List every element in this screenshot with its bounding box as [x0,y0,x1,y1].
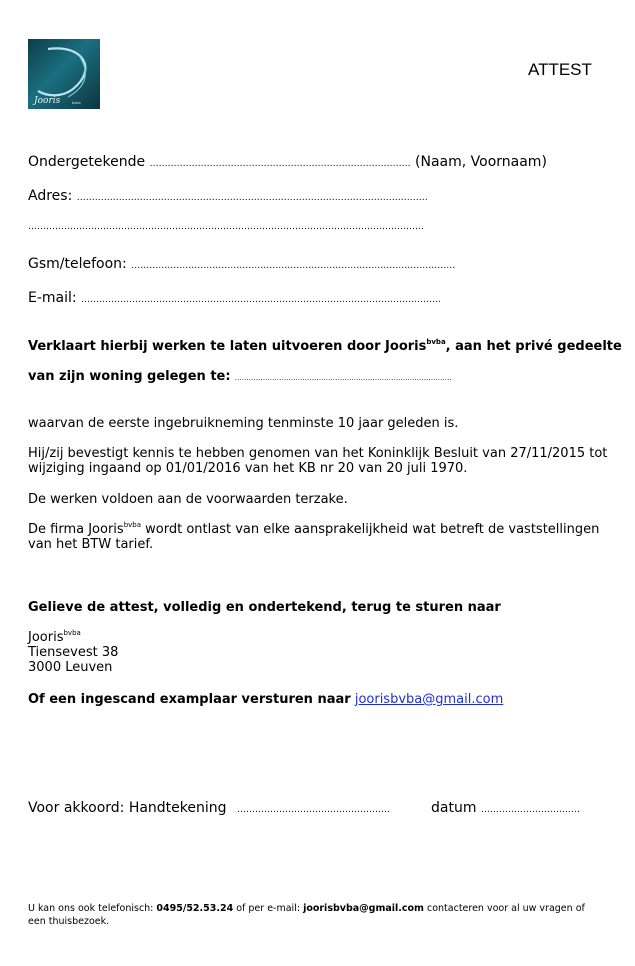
location-label: van zijn woning gelegen te: [28,369,231,384]
name-field-row [28,154,547,170]
return-address [28,630,118,675]
return-heading: Gelieve de attest, volledig en ondertekend, terug te sturen naar [28,600,501,615]
company-logo [28,39,100,109]
name-dots[interactable]: …………………………………………………………………………… [149,159,411,169]
address-dots[interactable]: ……………………………………………………………………………………………………… [76,193,428,203]
declaration-line1 [28,339,622,354]
footer-email: joorisbvba@gmail.com [303,903,424,914]
liability-text: De firma Jooris [28,522,124,537]
logo-suffix: bvba [72,101,81,105]
company-sup: bvba [63,629,81,637]
liability-sup: bvba [123,521,142,529]
address-label: Adres: [28,188,73,204]
date-label: datum [431,800,477,816]
footer-phone: 0495/52.53.24 [156,903,234,914]
email-dots[interactable]: ………………………………………………………………………………………………………… [81,295,442,305]
email-link[interactable]: joorisbvba@gmail.com [354,692,504,707]
paragraph-liability [28,522,608,552]
declaration-text: Verklaart hierbij werken te laten uitvoeren door Jooris [28,339,427,354]
paragraph-conditions: De werken voldoen aan de voorwaarden terzake. [28,492,348,507]
scan-line [28,692,503,707]
declaration-sup: bvba [426,338,446,346]
return-city: 3000 Leuven [28,660,113,675]
name-label: Ondergetekende [28,154,146,170]
date-row [431,800,580,816]
email-field-row [28,290,441,306]
signature-dots[interactable]: …………………………………………… [236,805,390,815]
date-dots[interactable]: …………………………… [480,805,580,815]
address-line2[interactable]: …………………………………………………………………………………………………………………… [28,222,424,232]
footer-note [28,902,598,928]
declaration-line2 [28,369,452,384]
address-field-row [28,188,428,204]
scan-text: Of een ingescand examplaar versturen naar [28,692,351,707]
paragraph-decree: Hij/zij bevestigt kennis te hebben genomen van het Koninklijk Besluit van 27/11/2015 tot wijziging ingaand op 01/01/2016 van het KB nr 20 van 20 juli 1970. [28,446,608,476]
page-title: ATTEST [528,60,592,79]
logo-name: Jooris [34,96,61,106]
phone-dots[interactable]: ……………………………………………………………………………………………… [131,261,456,271]
paragraph-age: waarvan de eerste ingebruikneming tenminste 10 jaar geleden is. [28,416,459,431]
name-suffix: (Naam, Voornaam) [415,154,547,170]
phone-label: Gsm/telefoon: [28,256,127,272]
footer-text-mid: of per e-mail: [233,903,304,914]
signature-label: Voor akkoord: Handtekening [28,800,227,816]
signature-row [28,800,390,816]
email-label: E-mail: [28,290,77,306]
return-company [28,630,118,645]
declaration-text-end: , aan het privé gedeelte [445,339,622,354]
phone-field-row [28,256,455,272]
return-street: Tiensevest 38 [28,645,119,660]
footer-text: U kan ons ook telefonisch: [28,903,157,914]
liability-text-end: wordt ontlast van elke aansprakelijkheid wat betreft de vaststellingen van het BTW tarief. [28,522,600,552]
company-name: Jooris [28,630,64,645]
footer-text-end: contacteren voor al uw vragen of een thuisbezoek. [28,903,585,927]
location-dots[interactable]: ………………………………………………………………………………… [234,374,452,382]
